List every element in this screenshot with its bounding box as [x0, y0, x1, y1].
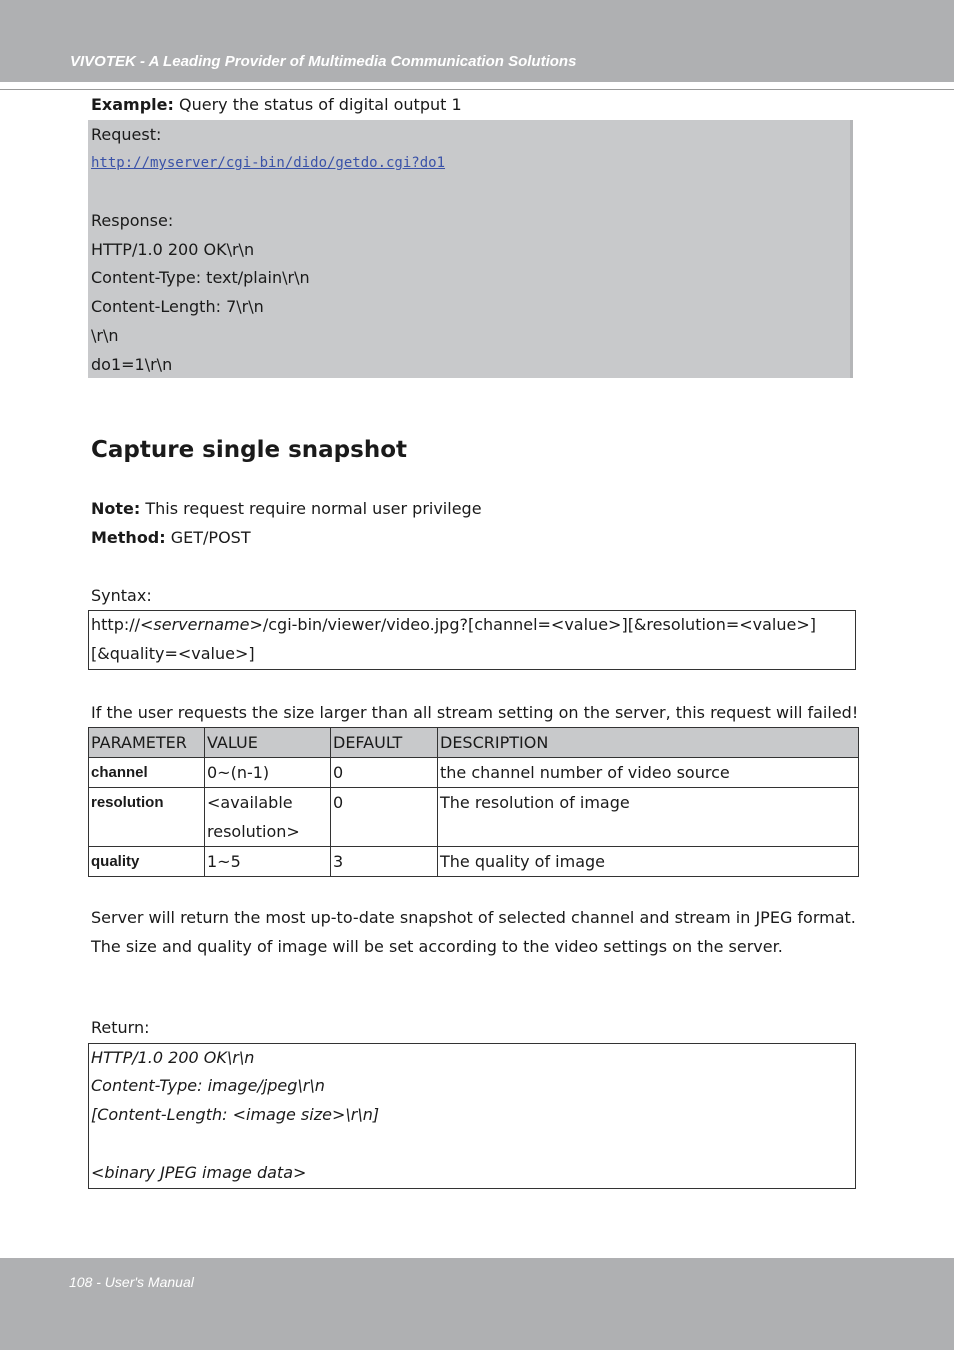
syntax-rest: /cgi-bin/viewer/video.jpg?[channel=<value>][&resolution=<value>] — [262, 615, 816, 634]
response-line: Content-Length: 7\r\n — [91, 297, 264, 316]
param-description: the channel number of video source — [438, 758, 859, 788]
page-header — [0, 0, 954, 82]
method-line — [91, 528, 251, 548]
response-label: Response: — [91, 211, 174, 230]
example-label: Example: — [91, 95, 174, 114]
param-value-line: <available — [207, 793, 293, 812]
param-description: The resolution of image — [438, 788, 859, 847]
response-line: Content-Type: text/plain\r\n — [91, 268, 310, 287]
column-header: PARAMETER — [89, 728, 205, 758]
syntax-label: Syntax: — [91, 586, 152, 605]
section-title: Capture single snapshot — [91, 437, 407, 463]
method-label: Method: — [91, 528, 166, 547]
table-row — [89, 847, 859, 877]
table-header-row — [89, 728, 859, 758]
param-value: 1~5 — [205, 847, 331, 877]
param-name: quality — [89, 847, 205, 877]
response-line: HTTP/1.0 200 OK\r\n — [91, 240, 255, 259]
syntax-servername: <servername> — [140, 615, 263, 634]
return-line: Content-Type: image/jpeg\r\n — [91, 1076, 325, 1095]
param-value: 0~(n-1) — [205, 758, 331, 788]
return-line: <binary JPEG image data> — [91, 1163, 307, 1182]
header-divider — [0, 89, 954, 90]
body-paragraph: Server will return the most up-to-date snapshot of selected channel and stream in JPEG format. — [91, 908, 856, 927]
footer-page-label: 108 - User's Manual — [69, 1274, 194, 1290]
size-warning: If the user requests the size larger than all stream setting on the server, this request will failed! — [91, 703, 859, 722]
method-text: GET/POST — [165, 528, 251, 547]
parameter-table — [88, 727, 859, 877]
param-default: 0 — [331, 758, 438, 788]
param-value — [205, 788, 331, 847]
request-label: Request: — [91, 125, 162, 144]
header-title: VIVOTEK - A Leading Provider of Multimedia Communication Solutions — [70, 53, 577, 70]
syntax-box — [88, 610, 856, 670]
request-url-link[interactable]: http://myserver/cgi-bin/dido/getdo.cgi?do1 — [91, 155, 446, 171]
response-line: do1=1\r\n — [91, 355, 173, 374]
example-code-block — [88, 120, 853, 378]
table-row — [89, 758, 859, 788]
param-default: 0 — [331, 788, 438, 847]
note-text: This request require normal user privilege — [140, 499, 482, 518]
column-header: DESCRIPTION — [438, 728, 859, 758]
return-label: Return: — [91, 1018, 150, 1037]
column-header: VALUE — [205, 728, 331, 758]
body-paragraph: The size and quality of image will be set according to the video settings on the server. — [91, 937, 783, 956]
syntax-prefix: http:// — [91, 615, 141, 634]
syntax-line-1 — [91, 615, 816, 635]
column-header: DEFAULT — [331, 728, 438, 758]
param-name: resolution — [89, 788, 205, 847]
example-line — [91, 95, 462, 115]
table-row — [89, 788, 859, 847]
example-text: Query the status of digital output 1 — [173, 95, 462, 114]
note-line — [91, 499, 482, 519]
param-description: The quality of image — [438, 847, 859, 877]
syntax-line-2: [&quality=<value>] — [91, 644, 255, 663]
return-line: [Content-Length: <image size>\r\n] — [91, 1105, 380, 1124]
param-name: channel — [89, 758, 205, 788]
return-box — [88, 1043, 856, 1189]
param-default: 3 — [331, 847, 438, 877]
param-value-line: resolution> — [207, 822, 300, 841]
note-label: Note: — [91, 499, 141, 518]
page-footer — [0, 1258, 954, 1350]
return-line: HTTP/1.0 200 OK\r\n — [91, 1048, 255, 1067]
response-line: \r\n — [91, 326, 119, 345]
